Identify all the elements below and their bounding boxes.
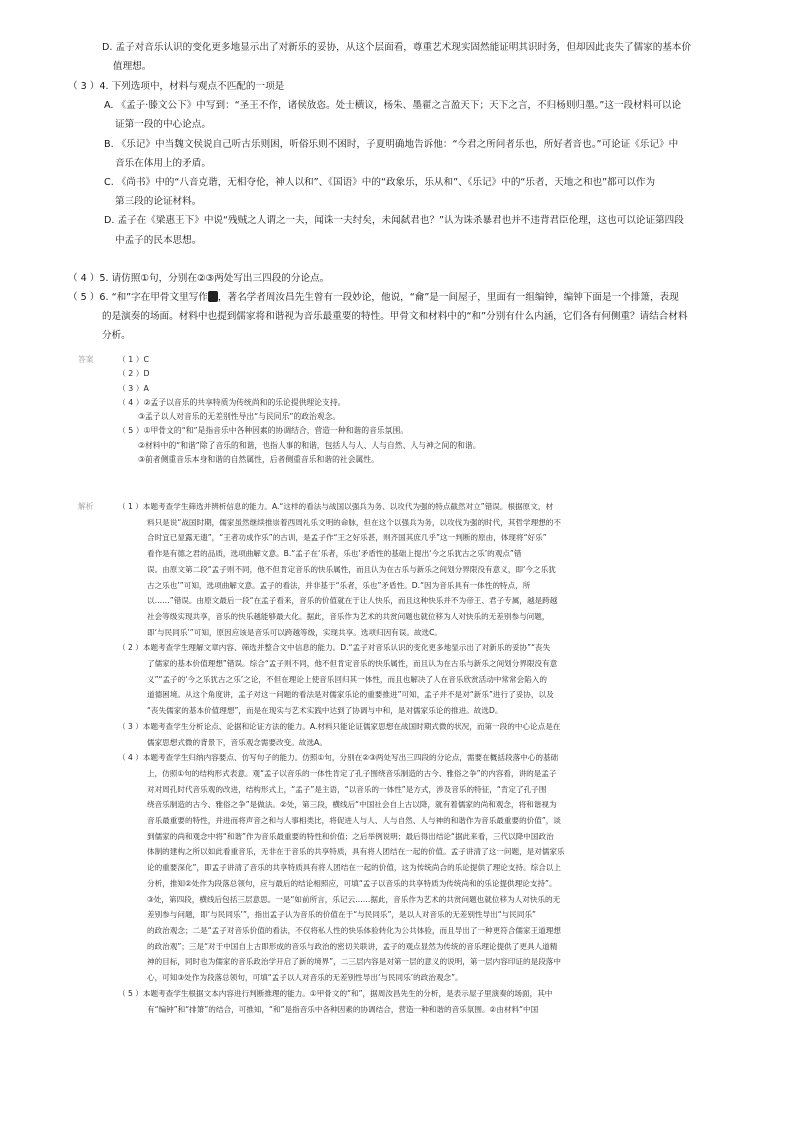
- q4-option-b: B. 《乐记》中当魏文侯说自己听古乐则困，听俗乐则不困时，子夏明确地告诉他：“今君之所问者乐也，所好者音也。”可论证《乐记》中: [104, 138, 679, 150]
- q3-option-d-line2: 值理想。: [113, 61, 152, 73]
- q4-option-c: C. 《尚书》中的“八音克谐，无相夺伦，神人以和”、《国语》中的“政象乐，乐从和”、《乐记》中的“乐者，天地之和也”都可以作为: [104, 177, 656, 189]
- explanation-line: 有“编钟”和“排箫”的结合，可推知，“和”是指音乐中各种因素的协调结合，营造一种和谐的音乐氛围。②由材料“中国: [147, 1004, 539, 1014]
- explanation-line: 上，仿照①句的结构形式表意。观“孟子以音乐的一体性肯定了孔子围绕音乐制造的古今、雅俗之争”的内容看，讲的是孟子: [147, 768, 557, 778]
- explanation-line: ③处，第四段，横线后包括三层意思。一是“如前所言，乐记云……据此，音乐作为艺术的共赏问题也就位移为人对快乐的无: [147, 894, 561, 904]
- answer-1: （ 1 ）C: [118, 355, 149, 364]
- explanation-line: （ 1 ）本题考查学生筛选并辨析信息的能力。A.“这样的看法与战国以强兵为务、以攻代为强的特点截然对立”错误。根据原文，材: [118, 502, 554, 511]
- q4-option-d: D. 孟子在《梁惠王下》中说“残贼之人谓之一夫，闻诛一夫纣矣，未闻弑君也？”认为诛杀暴君也并不违背君臣伦理，这也可以论证第四段: [104, 215, 684, 227]
- explanation-1: [78, 499, 718, 640]
- explanation-line: 音乐最重要的特性，并进而将声音之和与人事相类比，将促进人与人、人与自然、人与神的和谐作为音乐最重要的价值”，谈: [147, 816, 561, 826]
- explanation-line: 了儒家的基本价值理想”错误。综合“孟子则不同，他不但肯定音乐的快乐属性，而且认为在古乐与新乐之间划分界限没有意: [147, 659, 558, 669]
- q6-line2: 的是演奏的场面。材料中也提到儒家将和谐视为音乐最重要的特性。甲骨文和材料中的“和”分别有什么内涵，它们各有何侧重？请结合材料: [102, 311, 688, 323]
- explanation-line: 体制的建构之所以如此看重音乐，无非在于音乐的共享特质，具有将人团结在一起的价值。孟子讲清了这一问题，是对儒家乐: [147, 847, 565, 857]
- explanation-2: [78, 640, 718, 719]
- explanation-line: 的政治观念；二是“孟子对音乐价值的看法，不仅将私人性的快乐体验转化为公共体验，而且导出了一种更符合儒家王道理想: [147, 925, 561, 935]
- explanation-line: “丧失儒家的基本价值理想”，而是在现实与艺术实践中达到了协调与中和，是对儒家乐论的推进。故选D。: [147, 706, 503, 716]
- explanation-line: 心，可知③处作为段落总领句，可填“孟子以人对音乐的无差别性导出‘与民同乐’的政治观念”。: [147, 973, 463, 983]
- explanation-line: （ 2 ）本题考查学生理解文章内容、筛选并整合文中信息的能力。D.“孟子对音乐认识的变化更多地显示出了对新乐的妥协”“丧失: [118, 643, 551, 653]
- explanation-line: 到儒家的尚和观念中将“和谐”作为音乐最重要的特性和价值；之后举例说明；最后得出结论“据此来看，三代以降中国政治: [147, 831, 554, 841]
- explanation-line: 差别参与问题，即‘与民同乐’”，指出孟子认为音乐的价值在于“与民同乐”，是以人对音乐的无差别性导出“与民同乐”: [147, 910, 536, 920]
- explanation-line: 道德困境。从这个角度讲，孟子对这一问题的看法是对儒家乐论的重要推进”可知，孟子并不是对“新乐”进行了妥协，以及: [147, 690, 554, 700]
- q4-option-b-cont: 音乐在体用上的矛盾。: [115, 157, 211, 169]
- explanation-line: 即‘与民同乐’”可知，原因应该是音乐可以跨越等级，实现共享。选项归因有误。故选C。: [147, 627, 443, 637]
- explanation-line: （ 3 ）本题考查学生分析论点、论据和论证方法的能力。A.材料只能论证儒家思想在战国时期式微的状况，而第一段的中心论点是在: [118, 721, 561, 731]
- q6-line1-b: ，著名学者周汝昌先生曾有一段妙论，他说，“龠”是一间屋子，里面有一组编钟，编钟下面是一个排箫，表现: [217, 292, 679, 303]
- answer-2: （ 2 ）D: [118, 369, 150, 379]
- q4-option-a-cont: 证第一段的中心论点。: [115, 119, 211, 131]
- answer-3: （ 3 ）A: [118, 383, 149, 393]
- explanation-line: 儒家思想式微的背景下，音乐观念需要改变。故选A。: [147, 737, 327, 747]
- q3-option-d-line1: D. 孟子对音乐认识的变化更多地显示出了对新乐的妥协，从这个层面看，尊重艺术现实固然能证明其识时务，但却因此丧失了儒家的基本价: [102, 42, 692, 53]
- question-4: [68, 77, 728, 250]
- explanation-line: 分析，推知②处作为段落总领句，应与最后的结论相照应，可填“孟子以音乐的共享特质为传统尚和的乐论提供理论支持”。: [147, 878, 557, 888]
- explanation-line: 古之乐也’”可知，选项曲解文意。孟子的看法，并非基于“乐者，乐也”矛盾性。D.“因为音乐具有一体性的特点，所: [147, 580, 531, 590]
- question-6: [68, 288, 728, 346]
- q4-option-c-cont: 第三段的论证材料。: [115, 196, 202, 208]
- explanation-line: 义”“孟子的‘今之乐犹古之乐’之论，不但在理论上使音乐回归其一体性，而且也解决了人在音乐欣赏活动中常常会陷入的: [147, 674, 547, 684]
- explanation-line: 社会等级实现共享，音乐的快乐越能够最大化。据此，音乐作为艺术的共赏问题也就位移为人对快乐的无差别参与问题，: [147, 611, 550, 621]
- explanation-3: [78, 719, 718, 750]
- explanation-line: 论的重要深化”，即孟子讲清了音乐的共享特质具有将人团结在一起的价值，这为传统尚合的乐论提供了理论支持。综合以上: [147, 863, 561, 873]
- answer-tag: 答案: [78, 355, 94, 364]
- q4-option-d-cont: 中孟子的民本思想。: [115, 234, 202, 246]
- q6-line3: 分析。: [102, 330, 131, 342]
- explanation-line: 误。由原文第二段“孟子则不同，他不但肯定音乐的快乐属性，而且认为在古乐与新乐之间划分界限没有意义，即‘今之乐犹: [147, 564, 556, 574]
- explanation-line: 看作是有德之君的品质，选项曲解文意。B.“孟子在‘乐者，乐也’矛盾性的基础上提出‘今之乐犹古之乐’的观点”错: [147, 549, 522, 559]
- explanation-line: 以……”错误。由原文最后一段“在孟子看来，音乐的价值就在于让人快乐，而且这种快乐并不为帝王、君子专属，越是跨越: [147, 596, 558, 606]
- answer-4b: ③孟子以人对音乐的无差别性导出“与民同乐”的政治观念。: [138, 412, 341, 422]
- explanation-line: 合时宜已显露无遗”，“王者功成作乐”的古训，是孟子作“王之好乐甚，则齐国其庶几乎”这一判断的原由，体现将“好乐”: [147, 533, 547, 543]
- question-section: [68, 38, 728, 76]
- oracle-bone-he-glyph-icon: [208, 291, 218, 302]
- explanation-line: 对对周孔时代音乐观的改进，结构形式上，“孟子”是主语，“以音乐的一体性”是方式，涉及音乐的特征，“肯定了孔子围: [147, 784, 547, 794]
- q6-line1-a: （ 5 ）6. “和”字在甲骨文里写作: [68, 292, 208, 303]
- explanation-5: [78, 986, 718, 1017]
- answer-4: （ 4 ）②孟子以音乐的共享特质为传统尚和的乐论提供理论支持。: [118, 397, 346, 407]
- explanation-section: [78, 499, 718, 1017]
- explanation-line: 的政治观”；三是“对于中国自上古即形成的音乐与政治的密切关联讲，孟子的观点显然为传统的音乐理论提供了更具人道精: [147, 941, 558, 951]
- answer-section: [78, 353, 718, 467]
- answer-5: （ 5 ）①甲骨文的“和”是指音乐中各种因素的协调结合，营造一种和谐的音乐氛围。: [118, 426, 409, 436]
- explanation-line: 绕音乐制造的古今、雅俗之争”是做法。②处，第三段，横线后“中国社会自上古以降，就有着儒家的尚和观念，将和谐视为: [147, 800, 557, 810]
- explanation-tag: 解析: [78, 502, 94, 511]
- q4-stem: （ 3 ）4. 下列选项中，材料与观点不匹配的一项是: [68, 81, 285, 92]
- explanation-line: 料只是说“战国时期，儒家虽然继续推崇着西周礼乐文明的命脉，但在这个以强兵为务，以攻伐为强的时代，其哲学理想的不: [147, 517, 561, 527]
- q5-stem: （ 4 ）5. 请仿照①句，分别在②③两处写出三四段的分论点。: [68, 273, 330, 284]
- explanation-line: （ 4 ）本题考查学生归纳内容要点、仿写句子的能力。仿照①句，分别在②③两处写出三四段的分论点，需要在概括段落中心的基础: [118, 753, 559, 763]
- answer-5c: ③前者侧重音乐本身和谐的自然属性，后者侧重音乐和谐的社会属性。: [138, 455, 379, 465]
- explanation-line: （ 5 ）本题考查学生根据文本内容进行判断推理的能力。①甲骨文的“和”，据周汝昌先生的分析，是表示屋子里演奏的场面，其中: [118, 988, 553, 998]
- q4-option-a: A. 《孟子·滕文公下》中写到：“圣王不作，诸侯放恣。处士横议，杨朱、墨翟之言盈天下；天下之言，不归杨则归墨。”这一段材料可以论: [104, 100, 682, 112]
- q6-line1: [68, 288, 728, 307]
- explanation-line: 神的目标，同时也为儒家的音乐政治学开启了新的境界”，二三层内容是对第一层的意义的说明，第一层内容印证的是段落中: [147, 957, 561, 967]
- question-5: [68, 269, 728, 288]
- answer-5b: ②材料中的“和谐”除了音乐的和谐，也指人事的和谐，包括人与人、人与自然、人与神之间的和谐。: [138, 440, 481, 450]
- explanation-4: [78, 750, 718, 986]
